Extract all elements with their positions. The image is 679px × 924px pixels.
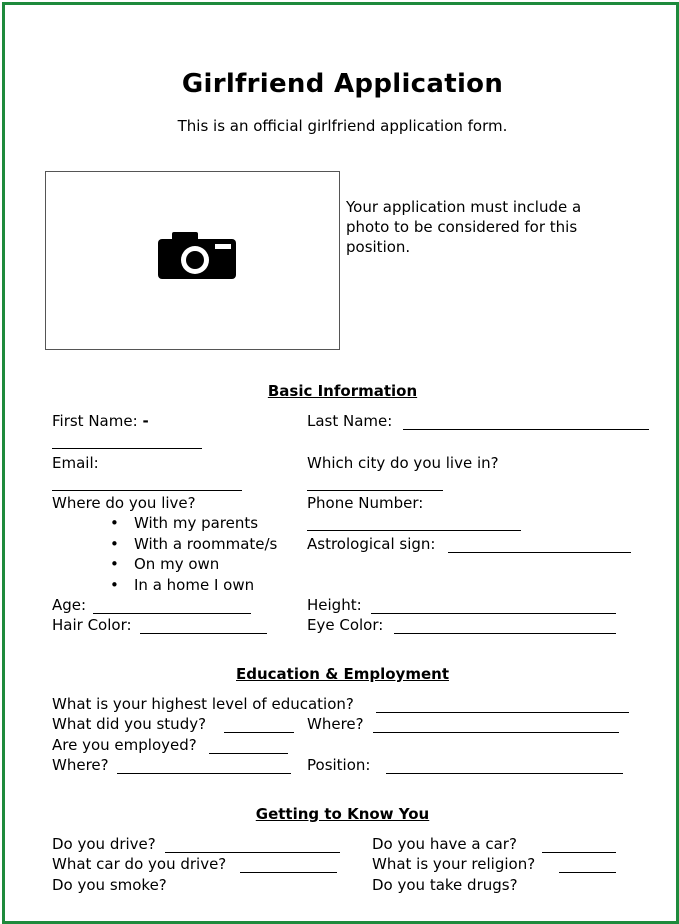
phone-label: Phone Number:: [307, 494, 424, 512]
hair-color-label: Hair Color:: [52, 616, 132, 634]
employed-label: Are you employed?: [52, 736, 197, 754]
option-own[interactable]: • On my own: [110, 554, 277, 575]
where-live-label: Where do you live?: [52, 494, 196, 512]
study-where-label: Where?: [307, 715, 364, 733]
option-parents[interactable]: • With my parents: [110, 513, 277, 534]
education-level-label: What is your highest level of education?: [52, 695, 354, 713]
work-where-label: Where?: [52, 756, 109, 774]
photo-upload-box[interactable]: [45, 171, 340, 350]
option-roommate[interactable]: • With a roommate/s: [110, 534, 277, 555]
first-name-value: -: [142, 412, 149, 430]
height-label: Height:: [307, 596, 362, 614]
study-where-field[interactable]: [373, 732, 619, 733]
position-field[interactable]: [386, 773, 623, 774]
city-field[interactable]: [307, 490, 443, 491]
last-name-field[interactable]: [403, 429, 649, 430]
education-level-field[interactable]: [376, 712, 629, 713]
last-name-label: Last Name:: [307, 412, 393, 430]
astro-label: Astrological sign:: [307, 535, 436, 553]
page-frame: [2, 2, 679, 924]
form-subtitle: This is an official girlfriend application form.: [177, 117, 508, 135]
section-heading-basic: Basic Information: [267, 382, 418, 400]
study-field[interactable]: [224, 732, 294, 733]
religion-label: What is your religion?: [372, 855, 536, 873]
have-car-field[interactable]: [542, 852, 616, 853]
phone-field[interactable]: [307, 530, 521, 531]
hair-color-field[interactable]: [140, 633, 267, 634]
age-label: Age:: [52, 596, 87, 614]
car-model-label: What car do you drive?: [52, 855, 227, 873]
employed-field[interactable]: [209, 753, 288, 754]
photo-note: Your application must include a photo to be considered for this position.: [346, 198, 582, 256]
eye-color-label: Eye Color:: [307, 616, 384, 634]
option-home-owner[interactable]: • In a home I own: [110, 575, 277, 596]
first-name-label: First Name: -: [52, 412, 149, 430]
car-model-field[interactable]: [240, 872, 337, 873]
form-title: Girlfriend Application: [181, 69, 504, 99]
drugs-label: Do you take drugs?: [372, 876, 518, 894]
have-car-label: Do you have a car?: [372, 835, 517, 853]
study-label: What did you study?: [52, 715, 207, 733]
email-field[interactable]: [52, 490, 242, 491]
position-label: Position:: [307, 756, 371, 774]
height-field[interactable]: [371, 613, 616, 614]
astro-field[interactable]: [448, 552, 631, 553]
camera-icon: [158, 232, 236, 280]
work-where-field[interactable]: [117, 773, 291, 774]
section-heading-know: Getting to Know You: [255, 805, 430, 823]
drive-field[interactable]: [165, 852, 340, 853]
section-heading-education: Education & Employment: [236, 665, 449, 683]
smoke-label: Do you smoke?: [52, 876, 167, 894]
religion-field[interactable]: [559, 872, 616, 873]
first-name-field[interactable]: [52, 448, 202, 449]
age-field[interactable]: [93, 613, 251, 614]
eye-color-field[interactable]: [394, 633, 616, 634]
email-label: Email:: [52, 454, 99, 472]
where-live-options: [110, 513, 277, 595]
city-label: Which city do you live in?: [307, 454, 499, 472]
drive-label: Do you drive?: [52, 835, 156, 853]
